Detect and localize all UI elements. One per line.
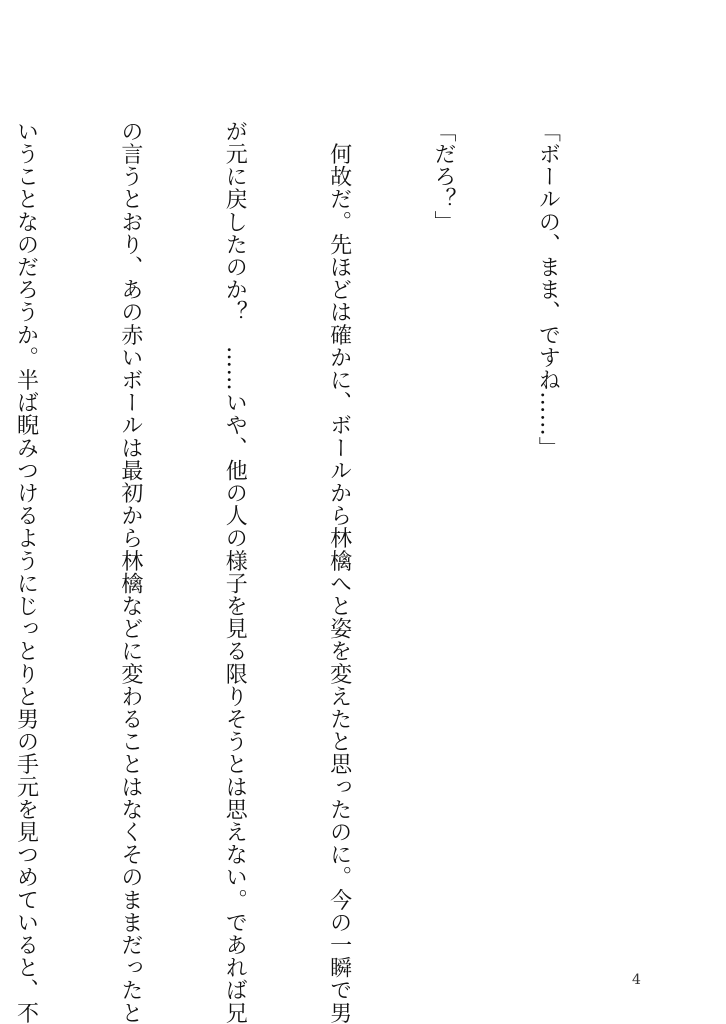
text-line: 何故だ。先ほどは確かに、ボールから林檎へと姿を変えたと思ったのに。今の一瞬で男 xyxy=(326,120,352,1024)
text-line: 「ボールの、まま、ですね……」 xyxy=(535,120,561,459)
text-line: が元に戻したのか？ ……いや、他の人の様子を見る限りそうとは思えない。であれば兄 xyxy=(222,120,248,1024)
vertical-text-body xyxy=(13,120,634,1024)
text-line: の言うとおり、あの赤いボールは最初から林檎などに変わることはなくそのままだったと xyxy=(117,120,143,1024)
text-line: 「だろ？」 xyxy=(431,120,457,233)
text-line: いうことなのだろうか。半ば睨みつけるようにじっとりと男の手元を見つめていると、不 xyxy=(13,120,39,1024)
page-number: 4 xyxy=(632,972,641,988)
